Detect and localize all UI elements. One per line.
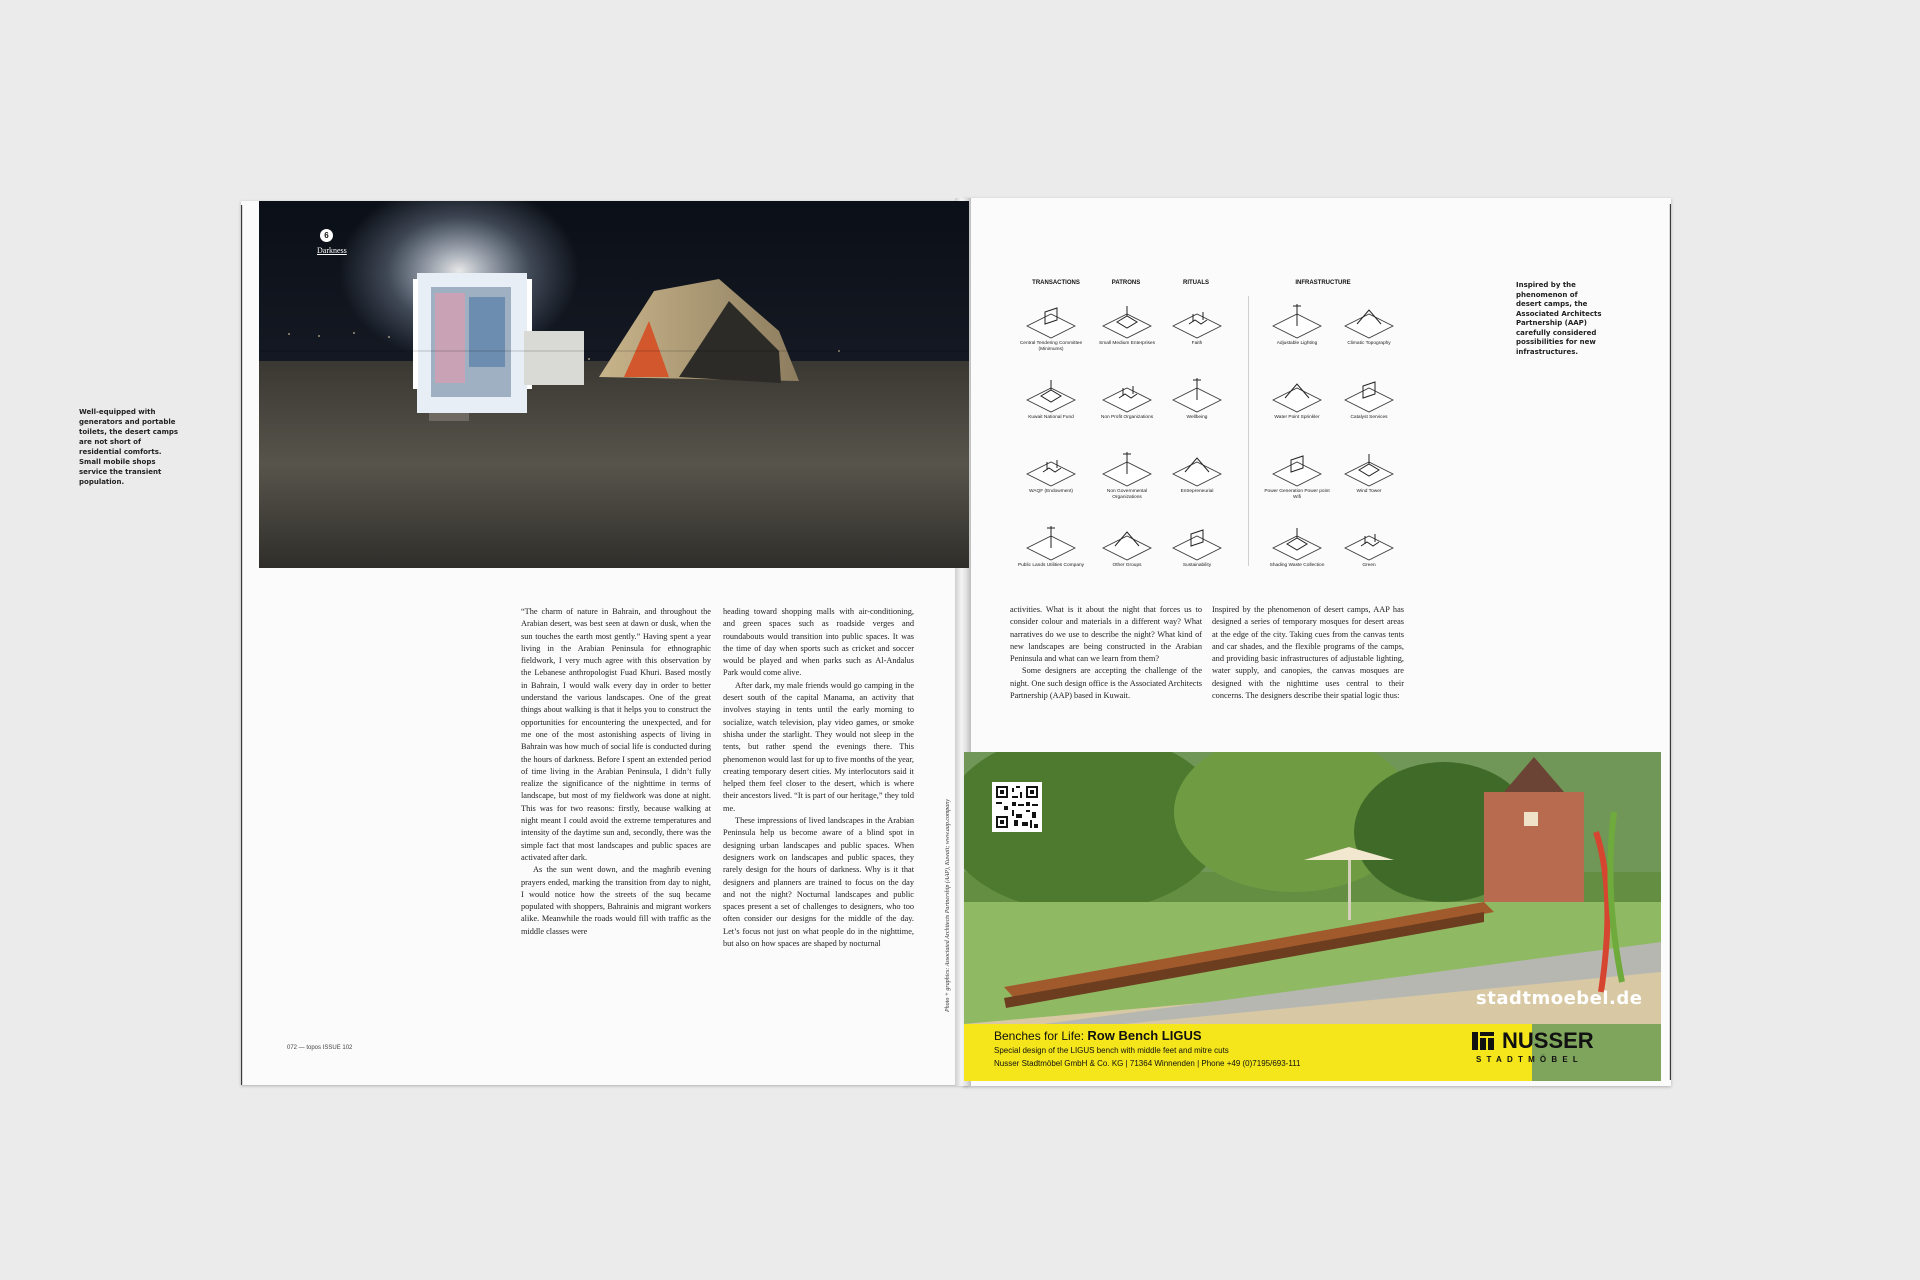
side-caption: Inspired by the phenomenon of desert camps, the Associated Architects Partnership (AAP) carefully considered possibilities for new infrastructures. — [1516, 281, 1602, 356]
isometric-diagram-icon — [1023, 522, 1079, 562]
nusser-advertisement — [964, 752, 1661, 1081]
diagram-cell-label: Faith — [1191, 341, 1203, 346]
diagram-cell-label: Sustainability — [1182, 563, 1212, 568]
paragraph: “The charm of nature in Bahrain, and throughout the Arabian desert, was best seen at dawn or dusk, when the sun touches the earth most gently.” Having spent a year living in the Arabian Peninsula for ethnographic fieldwork, I very much agree with this observation by the Lebanese anthropologist Fuad Khuri. Based mostly in Bahrain, I would walk every day in order to better understand the various landscapes. One of the great things about walking is that it helps you to construct the opportunities for encountering the unexpected, and for me one of the most astonishing aspects of living in Bahrain was how much of social life is conducted during the hours of darkness. Before I spent an extended period of time living in the Arabian Peninsula, I didn’t fully realize the significance of the nighttime in terms of landscape, but most of my fieldwork was done at night. This was for two reasons: firstly, because walking at night meant I could avoid the extreme temperatures and intensity of the daytime sun and, secondly, there was the simple fact that most landscapes and public spaces are activated after dark. — [521, 607, 711, 862]
infrastructure-diagram — [1012, 278, 1432, 578]
qr-code-icon — [994, 784, 1040, 830]
isometric-diagram-icon — [1099, 448, 1155, 488]
diagram-header: INFRASTRUCTURE — [1295, 280, 1351, 286]
diagram-cell-label: Wellbeing — [1186, 415, 1208, 420]
ad-title — [994, 1028, 1202, 1043]
ad-brand-name: NUSSER — [1502, 1028, 1594, 1053]
isometric-diagram-icon — [1023, 448, 1079, 488]
diagram-cell — [1016, 300, 1086, 352]
diagram-divider — [1248, 296, 1249, 566]
isometric-diagram-icon — [1341, 448, 1397, 488]
photo-illustration — [259, 201, 969, 568]
diagram-header: TRANSACTIONS — [1032, 280, 1080, 286]
diagram-cell-label: Other Groups — [1112, 563, 1142, 568]
diagram-cell — [1262, 300, 1332, 347]
ad-title-prefix: Benches for Life: — [994, 1029, 1085, 1043]
night-camp-photo — [259, 201, 969, 568]
paragraph: heading toward shopping malls with air-conditioning, and green spaces such as roadside verges and roundabouts would transition into public spaces. It was the time of day when sports such as cricket and soccer would be played and when parks such as Al-Andalus Park would come alive. — [723, 607, 914, 678]
isometric-diagram-icon — [1269, 374, 1325, 414]
diagram-cell-label: Adjustable Lighting — [1276, 341, 1318, 346]
diagram-cell-label: Small Medium Enterprises — [1099, 341, 1155, 346]
diagram-cell — [1262, 522, 1332, 569]
ad-url[interactable]: stadtmoebel.de — [1476, 988, 1643, 1009]
paragraph: After dark, my male friends would go camping in the desert south of the capital Manama, an activity that involves staying in tents until the early morning to socialize, watch television, play video games, or smoke shisha under the starlight. They would not sleep in the tents, but rather spend the evenings there. This phenomenon would last for up to five months of the year, creating temporary desert cities. My interlocutors said it helped them feel closer to the desert, which is where their ancestors lived. “It is part of our heritage,” they told me. — [723, 680, 914, 813]
diagram-cell — [1162, 448, 1232, 495]
diagram-cell-label: Green — [1362, 563, 1376, 568]
paragraph: As the sun went down, and the maghrib evening prayers ended, marking the transition from day to night, I would notice how the streets of the suq became populated with shoppers, Bahrainis and migrant workers alike. Meanwhile the roads would fill with traffic as the middle classes were — [521, 865, 711, 936]
diagram-cell-label: Shading Waste Collection — [1269, 563, 1325, 568]
isometric-diagram-icon — [1169, 300, 1225, 340]
isometric-diagram-icon — [1023, 300, 1079, 340]
isometric-diagram-icon — [1099, 300, 1155, 340]
diagram-header: RITUALS — [1183, 280, 1209, 286]
isometric-diagram-icon — [1269, 448, 1325, 488]
page-folio: 072 — topos ISSUE 102 — [287, 1045, 353, 1051]
paragraph: Some designers are accepting the challenge of the night. One such design office is the Associated Architects Partnership (AAP) based in Kuwait. — [1010, 666, 1202, 701]
qr-code[interactable] — [992, 782, 1042, 832]
diagram-cell — [1334, 448, 1404, 495]
photo-caption: Well-equipped with generators and portable toilets, the desert camps are not short of residential comforts. Small mobile shops service the transient population. — [79, 408, 179, 486]
diagram-cell — [1334, 374, 1404, 421]
diagram-cell — [1334, 522, 1404, 569]
diagram-cell-label: Climatic Topography — [1347, 341, 1391, 346]
isometric-diagram-icon — [1099, 522, 1155, 562]
diagram-cell — [1016, 522, 1086, 569]
diagram-cell-label: Power Generation Power point Wifi — [1264, 489, 1330, 500]
diagram-cell-label: Water Point Sprinkler — [1274, 415, 1320, 420]
diagram-cell-label: Kuwait National Fund — [1028, 415, 1074, 420]
isometric-diagram-icon — [1023, 374, 1079, 414]
diagram-cell-label: Wind Tower — [1356, 489, 1382, 494]
page-edge — [241, 205, 243, 1085]
diagram-cell — [1092, 522, 1162, 569]
diagram-cell — [1092, 300, 1162, 347]
ad-brand-subline: STADTMÖBEL — [1476, 1055, 1583, 1064]
diagram-cell — [1262, 448, 1332, 500]
isometric-diagram-icon — [1269, 522, 1325, 562]
diagram-cell — [1016, 374, 1086, 421]
isometric-diagram-icon — [1269, 300, 1325, 340]
right-text-column-2 — [1212, 604, 1404, 702]
diagram-cell-label: Non Profit Organizations — [1100, 415, 1154, 420]
ad-subtitle: Special design of the LIGUS bench with middle feet and mitre cuts — [994, 1046, 1229, 1055]
ad-address: Nusser Stadtmöbel GmbH & Co. KG | 71364 Winnenden | Phone +49 (0)7195/693-111 — [994, 1059, 1301, 1068]
diagram-cell — [1092, 374, 1162, 421]
diagram-cell — [1092, 448, 1162, 500]
diagram-cell — [1016, 448, 1086, 495]
paragraph: These impressions of lived landscapes in the Arabian Peninsula help us become aware of a blind spot in designing urban landscapes and public spaces. When designers work on landscapes and public spaces, they rarely design for the hours of darkness. Why is it that designers and planners are trained to focus on the day and not the night? Nocturnal landscapes and public spaces present a set of challenges to designers, who too often consider our designs for the middle of the day. Let’s focus not just on what people do in the nighttime, but also on how spaces are shaped by nocturnal — [723, 816, 914, 949]
diagram-cell-label: WAQF (Endowment) — [1028, 489, 1074, 494]
section-label: Darkness — [317, 246, 347, 255]
diagram-cell-label: Public Lands Utilities Company — [1017, 563, 1085, 568]
diagram-cell-label: Catalyst Services — [1350, 415, 1388, 420]
diagram-cell — [1334, 300, 1404, 347]
diagram-cell — [1162, 300, 1232, 347]
diagram-cell — [1162, 374, 1232, 421]
left-text-column-1 — [521, 606, 711, 938]
isometric-diagram-icon — [1169, 374, 1225, 414]
isometric-diagram-icon — [1169, 522, 1225, 562]
diagram-header: PATRONS — [1111, 280, 1141, 286]
paragraph: Inspired by the phenomenon of desert camps, AAP has designed a series of temporary mosques for desert areas at the edge of the city. Taking cues from the canvas tents and car shades, and the flexible programs of the camps, and providing basic infrastructures of adjustable lighting, water supply, and canopies, the canvas mosques are designed with the nighttime uses central to their concerns. The designers describe their spatial logic thus: — [1212, 605, 1404, 701]
right-text-column-1 — [1010, 604, 1202, 702]
page-edge — [1669, 204, 1671, 1080]
isometric-diagram-icon — [1341, 374, 1397, 414]
photo-credit: Photo + graphics: Associated Architects Partnership (AAP), Kuwait; www.aap.company — [945, 799, 951, 1012]
diagram-cell-label: Central Tendering Committee (Minimums) — [1019, 341, 1083, 352]
isometric-diagram-icon — [1341, 300, 1397, 340]
isometric-diagram-icon — [1169, 448, 1225, 488]
diagram-cell — [1162, 522, 1232, 569]
diagram-cell — [1262, 374, 1332, 421]
diagram-cell-label: Non Governmental Organizations — [1106, 489, 1148, 500]
left-text-column-2 — [723, 606, 914, 950]
diagram-cell-label: Entrepreneurial — [1180, 489, 1214, 494]
isometric-diagram-icon — [1341, 522, 1397, 562]
paragraph: activities. What is it about the night that forces us to consider colour and materials in a different way? What narratives do we use to describe the night? What kind of new landscapes are being constructed in the Arabian Peninsula and what can we learn from them? — [1010, 605, 1202, 664]
ad-title-product: Row Bench LIGUS — [1087, 1028, 1202, 1043]
nusser-logo-icon — [1472, 1032, 1498, 1050]
isometric-diagram-icon — [1099, 374, 1155, 414]
section-number-badge: 6 — [320, 229, 333, 242]
